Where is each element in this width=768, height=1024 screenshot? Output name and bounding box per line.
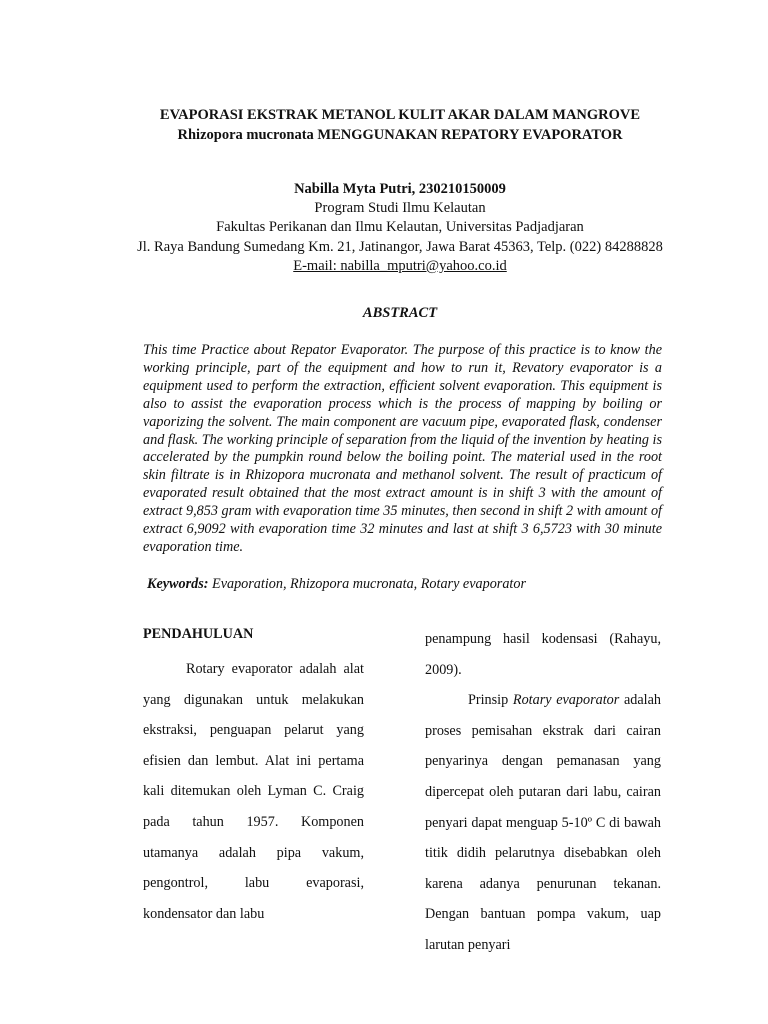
author-program: Program Studi Ilmu Kelautan [314, 200, 486, 217]
principle-lead: Prinsip [468, 692, 513, 709]
section-heading: PENDAHULUAN [143, 626, 254, 642]
keywords-line [147, 576, 667, 593]
keywords-label: Keywords: [147, 576, 209, 592]
author-block [100, 180, 700, 276]
paper-title [60, 105, 740, 145]
left-column [143, 624, 364, 929]
author-faculty: Fakultas Perikanan dan Ilmu Kelautan, Universitas Padjadjaran [216, 219, 584, 236]
abstract-body: This time Practice about Repator Evaporator. The purpose of this practice is to know the working principle, part of the equipment and how to run it, Revatory evaporator is a equipment used to perform the extraction, efficient solvent evaporation. This equipment is also to assist the evaporation process which is the process of mapping by boiling or vaporizing the solvent. The main component are vacuum pipe, evaporated flask, condenser and flask. The working principle of separation from the liquid of the invention by heating is accelerated by the pumpkin round below the boiling point. The material used in the root skin filtrate is in Rhizopora mucronata and methanol solvent. The result of practicum of evaporated result obtained that the most extract amount is in shift 3 with the amount of extract 9,853 gram with evaporation time 35 minutes, then second in shift 2 with amount of extract 6,9092 with evaporation time 32 minutes and last at shift 3 6,5723 with 30 minute evaporation time. [143, 342, 662, 555]
intro-paragraph: Rotary evaporator adalah alat yang digunakan untuk melakukan ekstraksi, penguapan pelarut yang efisien dan lembut. Alat ini pertama kali ditemukan oleh Lyman C. Craig pada tahun 1957. Komponen utamanya adalah pipa vakum, pengontrol, labu evaporasi, kondensator dan labu [143, 661, 364, 922]
principle-rest: adalah proses pemisahan ekstrak dari cairan penyarinya dengan pemanasan yang dipercepat oleh putaran dari labu, cairan penyari dapat menguap 5-10º C di bawah titik didih pelarutnya disebabkan oleh karena adanya penurunan tekanan. Dengan bantuan pompa vakum, uap larutan penyari [425, 692, 661, 953]
author-address: Jl. Raya Bandung Sumedang Km. 21, Jatinangor, Jawa Barat 45363, Telp. (022) 84288828 [137, 238, 663, 255]
author-email: E-mail: nabilla_mputri@yahoo.co.id [293, 257, 507, 274]
title-line-2: Rhizopora mucronata MENGGUNAKAN REPATORY EVAPORATOR [177, 127, 623, 143]
continuation-paragraph: penampung hasil kodensasi (Rahayu, 2009). [425, 631, 661, 678]
principle-term: Rotary evaporator [512, 692, 620, 709]
principle-paragraph [425, 685, 661, 960]
title-line-1: EVAPORASI EKSTRAK METANOL KULIT AKAR DALAM MANGROVE [159, 107, 641, 123]
keywords-text: Evaporation, Rhizopora mucronata, Rotary evaporator [208, 576, 526, 592]
right-column [425, 624, 661, 961]
author-name: Nabilla Myta Putri, 230210150009 [294, 181, 506, 197]
abstract-heading: ABSTRACT [362, 305, 438, 321]
